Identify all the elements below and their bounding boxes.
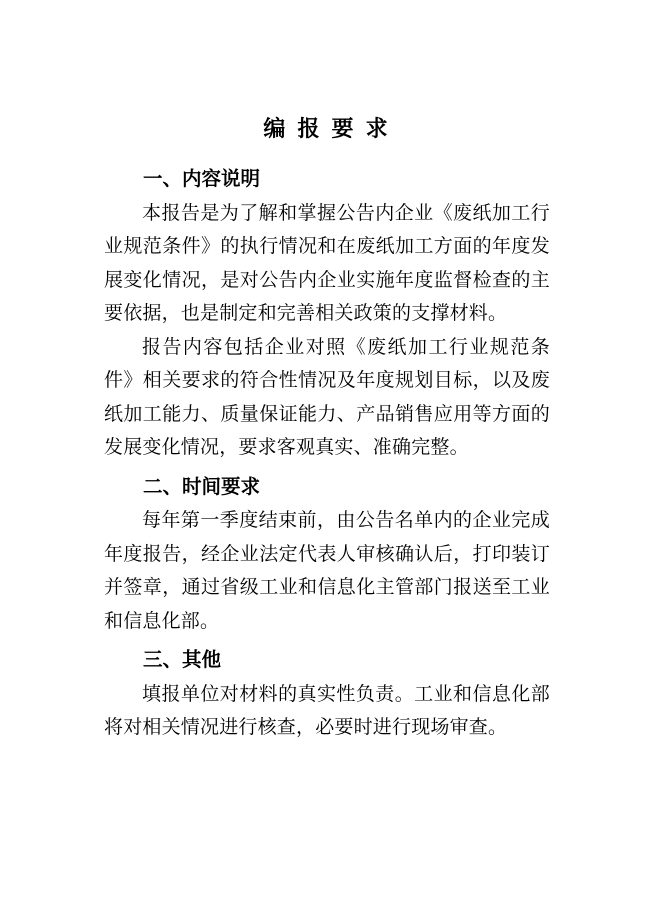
document-title: 编 报 要 求 bbox=[263, 116, 391, 141]
section-heading-other: 三、其他 bbox=[143, 649, 222, 671]
paragraph: 每年第一季度结束前，由公告名单内的企业完成年度报告，经企业法定代表人审核确认后，打印装订并签章，通过省级工业和信息化主管部门报送至工业和信息化部。 bbox=[104, 510, 550, 632]
paragraph: 本报告是为了解和掌握公告内企业《废纸加工行业规范条件》的执行情况和在废纸加工方面的年度发展变化情况，是对公告内企业实施年度监督检查的主要依据，也是制定和完善相关政策的支撑材料。 bbox=[104, 202, 550, 324]
section-heading-time: 二、时间要求 bbox=[143, 475, 261, 498]
section-heading-content: 一、内容说明 bbox=[143, 168, 261, 190]
paragraph: 填报单位对材料的真实性负责。工业和信息化部将对相关情况进行核查，必要时进行现场审查。 bbox=[104, 683, 550, 738]
paragraph: 报告内容包括企业对照《废纸加工行业规范条件》相关要求的符合性情况及年度规划目标，以及废纸加工能力、质量保证能力、产品销售应用等方面的发展变化情况，要求客观真实、准确完整。 bbox=[104, 336, 550, 458]
